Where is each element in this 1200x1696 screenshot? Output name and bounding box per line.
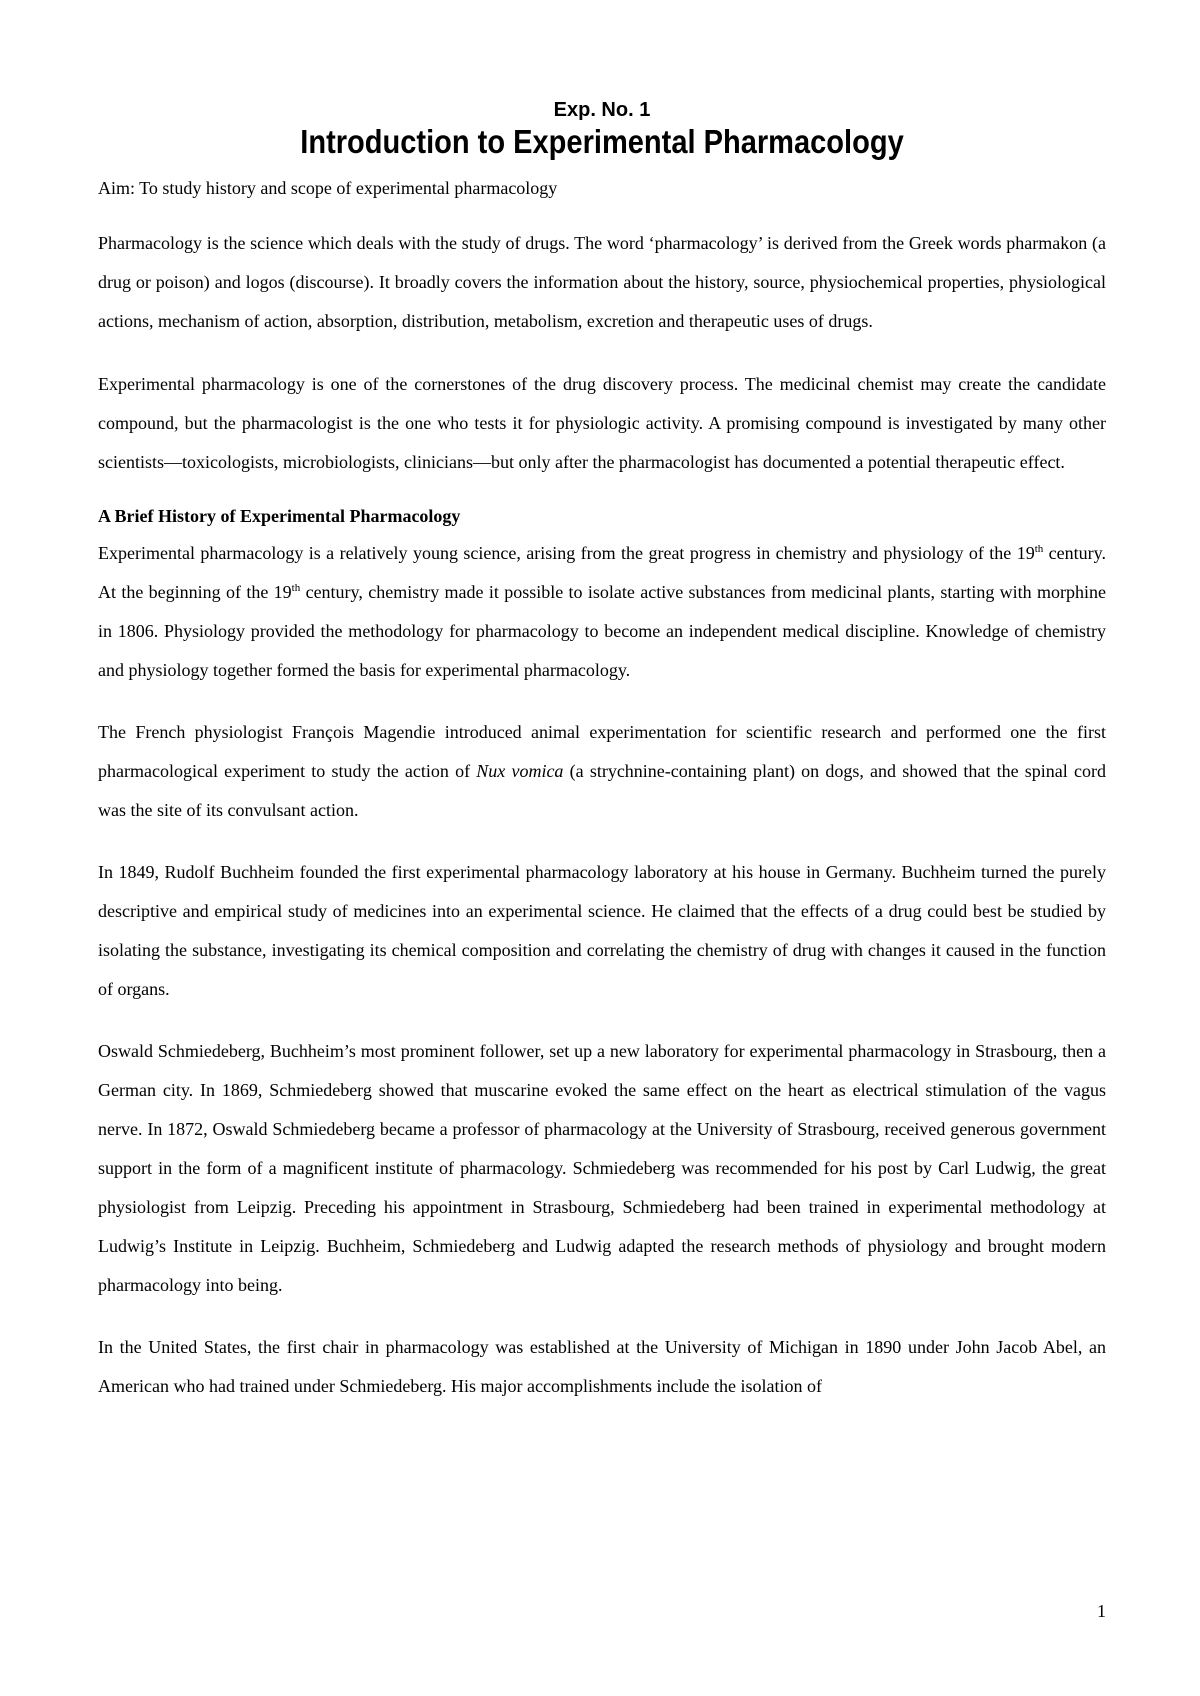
superscript: th xyxy=(291,582,301,594)
text-segment: century. At the beginning of the 19 xyxy=(98,543,1106,602)
italic-term: Nux vomica xyxy=(476,761,564,781)
paragraph-schmiedeberg: Oswald Schmiedeberg, Buchheim’s most prominent follower, set up a new laboratory for experimental pharmacology in Strasbourg, then a German city. In 1869, Schmiedeberg showed that muscarine evoked the same effect on the heart as electrical stimulation of the vagus nerve. In 1872, Oswald Schmiedeberg became a professor of pharmacology at the University of Strasbourg, received generous government support in the form of a magnificent institute of pharmacology. Schmiedeberg was recommended for his post by Carl Ludwig, the great physiologist from Leipzig. Preceding his appointment in Strasbourg, Schmiedeberg had been trained in experimental methodology at Ludwig’s Institute in Leipzig. Buchheim, Schmiedeberg and Ludwig adapted the research methods of physiology and brought modern pharmacology into being. xyxy=(98,1041,1106,1295)
superscript: th xyxy=(1034,543,1044,555)
page-content xyxy=(98,98,1106,1406)
page-number: 1 xyxy=(1097,1601,1106,1621)
paragraph-definition: Pharmacology is the science which deals with the study of drugs. The word ‘pharmacology’ is derived from the Greek words pharmakon (a drug or poison) and logos (discourse). It broadly covers the information about the history, source, physiochemical properties, physiological actions, mechanism of action, absorption, distribution, metabolism, excretion and therapeutic uses of drugs. xyxy=(98,233,1106,331)
paragraph-drug-discovery: Experimental pharmacology is one of the cornerstones of the drug discovery process. The medicinal chemist may create the candidate compound, but the pharmacologist is the one who tests it for physiologic activity. A promising compound is investigated by many other scientists—toxicologists, microbiologists, clinicians—but only after the pharmacologist has documented a potential therapeutic effect. xyxy=(98,374,1106,472)
text-segment: Experimental pharmacology is a relatively young science, arising from the great progress in chemistry and physiology of the 19 xyxy=(98,543,1035,563)
text-segment: century, chemistry made it possible to isolate active substances from medicinal plants, starting with morphine in 1806. Physiology provided the methodology for pharmacology to become an independent medical discipline. Knowledge of chemistry and physiology together formed the basis for experimental pharmacology. xyxy=(98,582,1106,680)
section-heading-history: A Brief History of Experimental Pharmacology xyxy=(98,506,461,526)
page-title: Introduction to Experimental Pharmacology xyxy=(300,123,904,160)
paragraph-magendie xyxy=(98,713,1106,830)
paragraph-buchheim: In 1849, Rudolf Buchheim founded the first experimental pharmacology laboratory at his house in Germany. Buchheim turned the purely descriptive and empirical study of medicines into an experimental science. He claimed that the effects of a drug could best be studied by isolating the substance, investigating its chemical composition and correlating the chemistry of drug with changes it caused in the function of organs. xyxy=(98,862,1106,999)
experiment-number: Exp. No. 1 xyxy=(553,99,651,121)
paragraph-history-intro xyxy=(98,534,1106,690)
paragraph-united-states: In the United States, the first chair in pharmacology was established at the University of Michigan in 1890 under John Jacob Abel, an American who had trained under Schmiedeberg. His major accomplishments include the isolation of xyxy=(98,1337,1106,1396)
aim-statement: Aim: To study history and scope of experimental pharmacology xyxy=(98,178,558,198)
text-segment: The French physiologist François Magendie introduced animal experimentation for scientific research and performed one the first pharmacological experiment to study the action of xyxy=(98,722,1106,781)
text-segment: (a strychnine-containing plant) on dogs, and showed that the spinal cord was the site of its convulsant action. xyxy=(98,761,1106,820)
